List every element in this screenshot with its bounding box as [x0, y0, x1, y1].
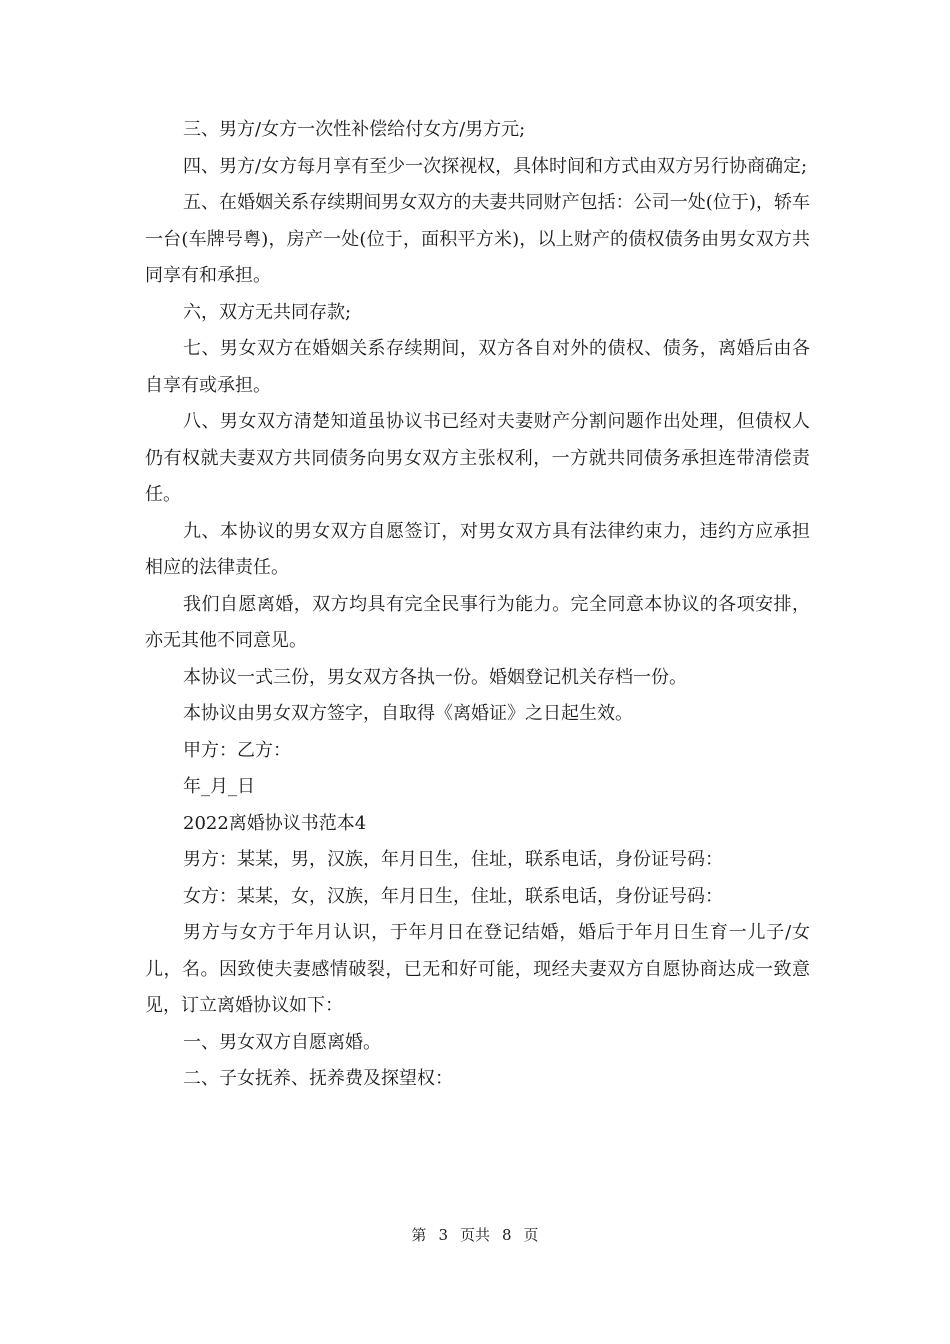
paragraph: 四、男方/女方每月享有至少一次探视权，具体时间和方式由双方另行协商确定;: [183, 155, 808, 177]
paragraph: 二、子女抚养、抚养费及探望权：: [183, 1068, 453, 1089]
paragraph: 本协议一式三份，男女双方各执一份。婚姻登记机关存档一份。: [183, 666, 687, 688]
paragraph: 八、男女双方清楚知道虽协议书已经对夫妻财产分割问题作出处理，但债权人仍有权就夫妻双方共同债务向男女双方主张权利，一方就共同债务承担连带清偿责任。: [145, 411, 810, 505]
footer-prefix: 第: [411, 1226, 427, 1244]
paragraph: 女方：某某，女，汉族，年月日生，住址，联系电话，身份证号码：: [183, 885, 723, 907]
footer-middle: 页共: [459, 1226, 490, 1244]
date-line: 年_月_日: [183, 776, 255, 797]
paragraph: 一、男女双方自愿离婚。: [183, 1031, 381, 1053]
paragraph: 九、本协议的男女双方自愿签订，对男女双方具有法律约束力，违约方应承担相应的法律责任。: [145, 520, 810, 578]
signature-line: 甲方：乙方：: [183, 739, 291, 761]
document-body: [145, 112, 810, 1098]
paragraph: 男方：某某，男，汉族，年月日生，住址，联系电话，身份证号码：: [183, 849, 723, 870]
paragraph: 五、在婚姻关系存续期间男女双方的夫妻共同财产包括：公司一处(位于)，轿车一台(车牌号粤)，房产一处(位于，面积平方米)，以上财产的债权债务由男女双方共同享有和承担。: [145, 192, 810, 286]
total-pages-number: 8: [502, 1226, 512, 1244]
page-footer: [0, 1224, 950, 1245]
paragraph: 三、男方/女方一次性补偿给付女方/男方元;: [183, 119, 526, 140]
paragraph: 六，双方无共同存款;: [183, 301, 352, 323]
section-heading: 2022离婚协议书范本4: [183, 812, 367, 834]
footer-suffix: 页: [523, 1226, 539, 1244]
paragraph: 男方与女方于年月认识，于年月日在登记结婚，婚后于年月日生育一儿子/女儿，名。因致使夫妻感情破裂，已无和好可能，现经夫妻双方自愿协商达成一致意见，订立离婚协议如下：: [145, 922, 810, 1016]
paragraph: 本协议由男女双方签字，自取得《离婚证》之日起生效。: [183, 703, 633, 724]
paragraph: 我们自愿离婚，双方均具有完全民事行为能力。完全同意本协议的各项安排，亦无其他不同意见。: [145, 593, 810, 651]
current-page-number: 3: [438, 1226, 448, 1244]
paragraph: 七、男女双方在婚姻关系存续期间，双方各自对外的债权、债务，离婚后由各自享有或承担。: [145, 338, 810, 396]
